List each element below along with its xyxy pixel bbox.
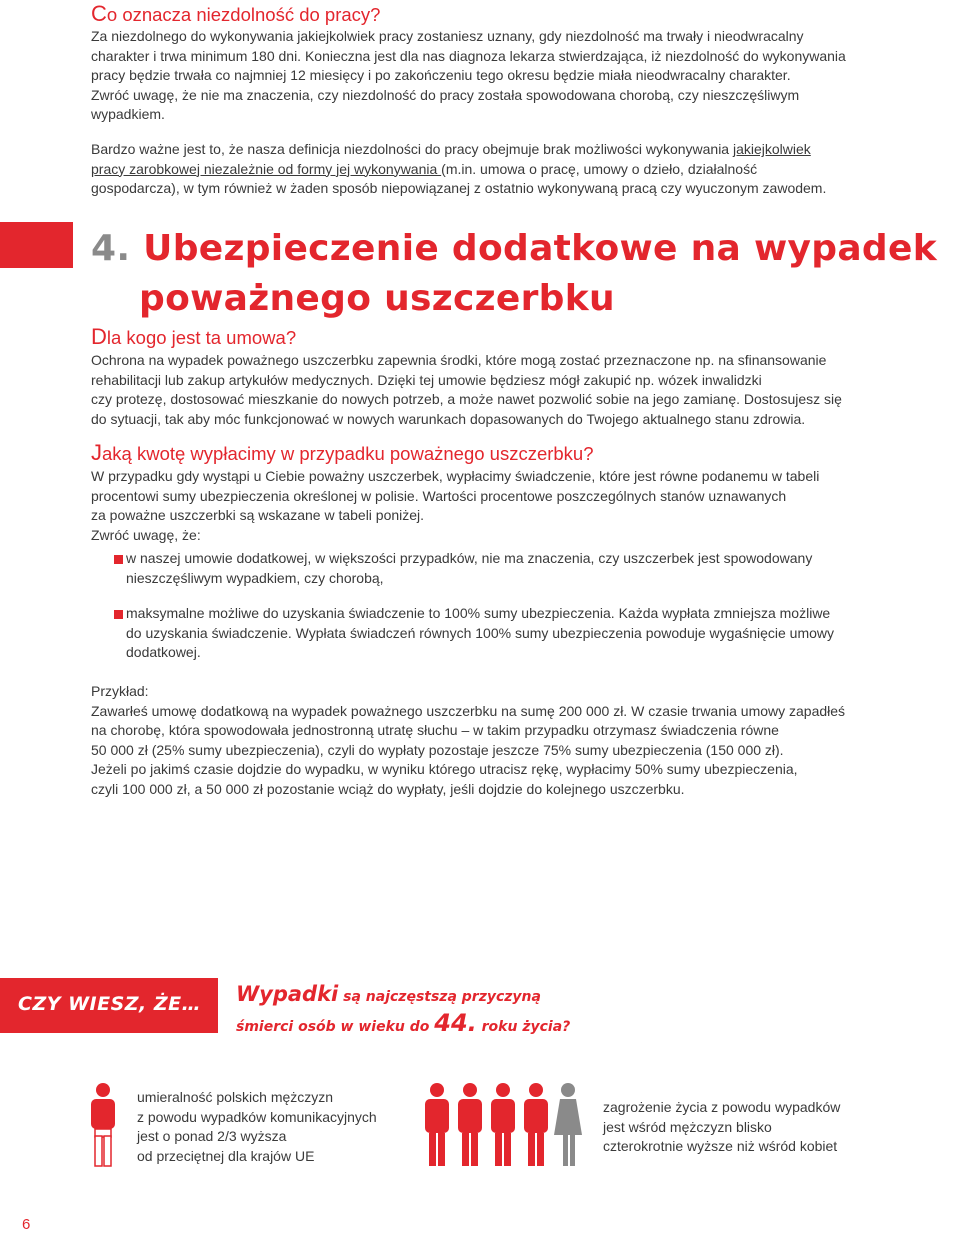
heading-amount: Jaką kwotę wypłacimy w przypadku poważnego uszczerbku? xyxy=(91,440,594,465)
section-title xyxy=(91,224,937,324)
heading-who: Dla kogo jest ta umowa? xyxy=(91,324,297,349)
text-span: (m.in. umowa o pracę, umowy o dzieło, działalność xyxy=(441,160,758,177)
text-line: Zawarłeś umowę dodatkową na wypadek poważnego uszczerbku na sumę 200 000 zł. W czasie trwania umowy zapadłeś xyxy=(91,702,846,719)
fact-text: śmierci osób w wieku do xyxy=(236,1019,435,1035)
section-title-line1: Ubezpieczenie dodatkowe na wypadek xyxy=(143,228,937,269)
amount-paragraph xyxy=(91,467,891,545)
text-line: W przypadku gdy wystąpi u Ciebie poważny uszczerbek, wypłacimy świadczenie, które jest równe podanemu w tabeli xyxy=(91,468,820,484)
text-line: nieszczęśliwym wypadkiem, czy chorobą, xyxy=(126,569,384,586)
text-line: dodatkowej. xyxy=(126,644,201,660)
text-line: Ochrona na wypadek poważnego uszczerbku zapewnia środki, które mogą zostać przeznaczone np. na sfinansowanie xyxy=(91,352,827,368)
text-line: umieralność polskich mężczyzn xyxy=(137,1089,334,1105)
fact-text: są najczęstszą przyczyną xyxy=(338,989,541,1005)
page-number: 6 xyxy=(22,1216,31,1233)
text-line: czyli 100 000 zł, a 50 000 zł pozostanie wciąż do wypłaty, jeśli dojdzie do kolejnego uszczerbku. xyxy=(91,780,685,797)
section-number: 4. xyxy=(91,228,131,269)
example-block xyxy=(91,682,891,799)
text-line: czy protezę, dostosować mieszkanie do nowych potrzeb, a może nawet pozwolić sobie na jego zamianę. Dostosujesz się xyxy=(91,391,842,407)
text-line: jest o ponad 2/3 wyższa xyxy=(137,1128,287,1144)
text-line: procentowi sumy ubezpieczenia określonej w polisie. Wartości procentowe poszczególnych stanów uznawanych xyxy=(91,487,787,504)
text-line: z powodu wypadków komunikacyjnych xyxy=(137,1108,377,1125)
text-line: gospodarcza), w tym również w żaden sposób niepowiązanej z ostatnio wykonywaną pracą czy wyuczonym zawodem. xyxy=(91,180,827,196)
definition-paragraph xyxy=(91,140,891,199)
text-line: do sytuacji, tak aby móc funkcjonować w nowych warunkach dopasowanych do Twojego aktualnego stanu zdrowia. xyxy=(91,410,806,427)
bullet-square-icon xyxy=(114,555,123,564)
text-line: pracy będzie trwała co najmniej 12 miesięcy i po zakończeniu tego okresu będzie miała nieodwracalny charakter. xyxy=(91,67,791,83)
man-icon xyxy=(88,1083,118,1167)
text-line: w naszej umowie dodatkowej, w większości przypadków, nie ma znaczenia, czy uszczerbek jest spowodowany xyxy=(126,550,813,566)
text-line: od przeciętnej dla krajów UE xyxy=(137,1147,315,1164)
text-span: Bardzo ważne jest to, że nasza definicja niezdolności do pracy obejmuje brak możliwości wykonywania xyxy=(91,141,733,157)
section-marker-bar xyxy=(0,222,73,268)
underlined-text: jakiejkolwiek xyxy=(732,141,811,157)
fact-number: 44. xyxy=(434,1009,477,1037)
stat-men-road-accidents xyxy=(137,1088,437,1166)
section-title-line2: poważnego uszczerbku xyxy=(139,278,615,319)
fact-highlight: Wypadki xyxy=(236,982,339,1006)
text-line: do uzyskania świadczenie. Wypłata świadczeń równych 100% sumy ubezpieczenia powoduje wygaśnięcie umowy xyxy=(126,624,835,641)
text-line: Za niezdolnego do wykonywania jakiejkolwiek pracy zostaniesz uznany, gdy niezdolność ma trwały i nieodwracalny xyxy=(91,28,804,44)
text-line: Zwróć uwagę, że nie ma znaczenia, czy niezdolność do pracy została spowodowana chorobą, czy nieszczęśliwym xyxy=(91,86,800,103)
fact-text: roku życia? xyxy=(476,1019,571,1035)
text-line: zagrożenie życia z powodu wypadków xyxy=(603,1099,841,1115)
did-you-know-fact xyxy=(236,982,570,1037)
text-line: 50 000 zł (25% sumy ubezpieczenia), czyli do wypłaty pozostaje jeszcze 75% sumy ubezpieczenia (150 000 zł). xyxy=(91,741,784,758)
list-item xyxy=(91,604,871,663)
men-women-icon xyxy=(422,1083,582,1167)
text-line: Zwróć uwagę, że: xyxy=(91,526,201,543)
text-line: Jeżeli po jakimś czasie dojdzie do wypadku, w wyniku którego utracisz rękę, wypłacimy 50% sumy ubezpieczenia, xyxy=(91,761,798,777)
list-item xyxy=(91,549,871,588)
bullet-square-icon xyxy=(114,610,123,619)
text-line: za poważne uszczerbki są wskazane w tabeli poniżej. xyxy=(91,507,425,523)
underlined-text: pracy zarobkowej niezależnie od formy jej wykonywania xyxy=(91,160,442,177)
stat-men-vs-women xyxy=(603,1098,903,1157)
text-line: czterokrotnie wyższe niż wśród kobiet xyxy=(603,1138,838,1154)
text-line: wypadkiem. xyxy=(91,106,165,122)
heading-incapacity: Co oznacza niezdolność do pracy? xyxy=(91,1,381,26)
text-line: jest wśród mężczyzn blisko xyxy=(603,1118,772,1135)
incapacity-paragraph xyxy=(91,27,891,125)
text-line: maksymalne możliwe do uzyskania świadczenie to 100% sumy ubezpieczenia. Każda wypłata zmniejsza możliwe xyxy=(126,605,831,621)
text-line: rehabilitacji lub zakup artykułów medycznych. Dzięki tej umowie będziesz mógł zakupić np. wózek inwalidzki xyxy=(91,371,762,388)
text-line: na chorobę, która spowodowała jednostronną utratę słuchu – w takim przypadku otrzymasz świadczenia równe xyxy=(91,722,779,738)
amount-bullet-list xyxy=(91,549,871,679)
example-label: Przykład: xyxy=(91,683,149,699)
did-you-know-banner xyxy=(0,978,218,1033)
text-line: charakter i trwa minimum 180 dni. Konieczna jest dla nas diagnoza lekarza stwierdzająca, iż niezdolność do wykonywania xyxy=(91,47,846,64)
banner-text: CZY WIESZ, ŻE… xyxy=(18,993,202,1015)
who-paragraph xyxy=(91,351,891,429)
